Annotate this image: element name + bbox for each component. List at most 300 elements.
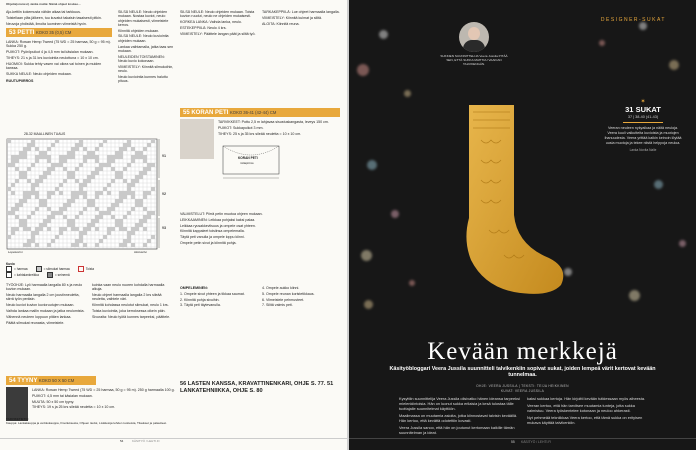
section-55-steps-a: [180, 286, 258, 309]
left-page-header: [6, 3, 336, 7]
article-credits: OHJE: VEERA JUSSILA | TEKSTI: TEIJA HEIKKINEN: [476, 384, 569, 388]
chart-stitch: [79, 235, 83, 239]
body-paragraph: Ajo-kettiin kokemusta vähän aikaa tai tarkkuus.: [6, 10, 81, 14]
chart-stitch: [75, 243, 79, 247]
chart-stitch: [95, 167, 99, 171]
chart-stitch: [127, 239, 131, 243]
section-label-container: [349, 8, 696, 26]
chart-stitch: [55, 211, 59, 215]
chart-stitch: [55, 139, 59, 143]
chart-stitch: [39, 175, 43, 179]
chart-stitch: [59, 183, 63, 187]
chart-stitch: [19, 199, 23, 203]
bokeh-light: [379, 30, 388, 39]
body-paragraph: Lankaa vaihtamalla, jatka taas sen mukaan.: [118, 44, 174, 53]
chart-stitch: [7, 139, 11, 143]
chart-stitch: [119, 243, 123, 247]
chart-stitch: [23, 243, 27, 247]
chart-stitch: [43, 223, 47, 227]
chart-stitch: [71, 243, 75, 247]
article-title: Kevään merkkejä: [427, 338, 618, 365]
chart-stitch: [147, 211, 151, 215]
chart-stitch: [147, 167, 151, 171]
chart-stitch: [115, 199, 119, 203]
chart-stitch: [35, 159, 39, 163]
chart-stitch: [111, 159, 115, 163]
bokeh-light: [364, 300, 373, 309]
chart-stitch: [79, 239, 83, 243]
chart-stitch: [47, 219, 51, 223]
chart-stitch: [131, 227, 135, 231]
chart-stitch: [67, 155, 71, 159]
chart-stitch: [143, 159, 147, 163]
section-heading-56: 56 LASTEN KANSSA, KRAVATTINENKARI, OHJE S. 77. 51 LANKATEHNIIKKA, OHJE S. 80: [180, 381, 334, 394]
chart-stitch: [95, 219, 99, 223]
body-paragraph: SILSÄ NEULE: Neulo kuviointia ohjeiden mukaan.: [118, 34, 169, 43]
chart-stitch: [35, 191, 39, 195]
chart-stitch: [47, 195, 51, 199]
chart-stitch: [115, 219, 119, 223]
chart-stitch: [123, 179, 127, 183]
chart-stitch: [7, 235, 11, 239]
chart-stitch: [19, 175, 23, 179]
section-heading-54: [6, 376, 96, 385]
chart-stitch: [71, 219, 75, 223]
chart-stitch: [103, 163, 107, 167]
chart-stitch: [67, 175, 71, 179]
chart-stitch: [47, 147, 51, 151]
body-paragraph: PUIKOT: Pyöröpuikot 4 ja 4,5 mm tai käsialan mukaan.: [6, 49, 94, 54]
section-title: 53 PETTI: [9, 29, 35, 36]
body-paragraph: Vähennä neuleen loppuun pitäen lankaa.: [6, 314, 72, 319]
chart-stitch: [123, 167, 127, 171]
chart-stitch: [47, 155, 51, 159]
section-55-lower: [180, 212, 340, 247]
chart-stitch: [83, 179, 87, 183]
designer-caption: SUKKIEN SUUNNITTELIJA Veera Jussila PITÄÄ SEN, ETTÄ SUKKA MAHTUU VAAKIAN TALVIKENGÄN.: [440, 54, 508, 66]
chart-stitch: [131, 183, 135, 187]
section-55: [180, 106, 340, 182]
chart-stitch: [99, 143, 103, 147]
body-paragraph: TARVIKKEET: Pottu 2,5 m lahjavaa sisustuskangasta, leveys 150 cm.: [218, 120, 329, 124]
chart-stitch: [103, 235, 107, 239]
chart-stitch: [139, 203, 143, 207]
chart-stitch: [147, 143, 151, 147]
step-item: 5. Ompele reunan koristetikkaus.: [262, 291, 315, 296]
section-54: [6, 374, 176, 411]
chart-stitch: [43, 199, 47, 203]
chart-stitch: [59, 227, 63, 231]
designer-portrait: [459, 22, 489, 52]
chart-stitch: [111, 167, 115, 171]
body-paragraph: TYÖOHJE: Lyö harmaalla langalla 80 s ja neulo kuvion mukaan.: [6, 283, 83, 292]
chart-stitch: [91, 223, 95, 227]
chart-stitch: [11, 211, 15, 215]
chart-stitch: [99, 163, 103, 167]
chart-stitch: [143, 155, 147, 159]
chart-stitch: [43, 155, 47, 159]
chart-stitch: [127, 183, 131, 187]
chart-stitch: [151, 235, 155, 239]
body-paragraph: Neuvoja yhdistää, ilmoita luominen viimeistä hyvin.: [6, 21, 87, 26]
chart-stitch: [131, 155, 135, 159]
section-subtitle: KOKO 35 (0,5) CM: [36, 29, 72, 35]
chart-stitch: [35, 227, 39, 231]
chart-stitch: [143, 207, 147, 211]
chart-stitch: [115, 203, 119, 207]
chart-stitch: [23, 151, 27, 155]
body-paragraph: VIIMEISTELY: Kiinnitä silmukoihin, neulo.: [118, 64, 174, 74]
chart-stitch: [27, 239, 31, 243]
body-paragraph: TIHEYS: 21 s ja 31 krs kuviointia neulottuna = 10 x 10 cm.: [6, 55, 99, 60]
chart-stitch: [123, 143, 127, 147]
chart-stitch: [27, 195, 31, 199]
chart-stitch: [75, 179, 79, 183]
chart-stitch: [91, 151, 95, 155]
chart-stitch: [63, 167, 67, 171]
chart-stitch: [95, 191, 99, 195]
chart-stitch: [51, 167, 55, 171]
body-paragraph: Neulo kuviot kuvion kuvioruutujen mukaan.: [6, 303, 75, 308]
page-number-left: 54: [120, 439, 124, 443]
chart-stitch: [59, 211, 63, 215]
chart-stitch: [27, 143, 31, 147]
chart-stitch: [31, 143, 35, 147]
body-paragraph: Sivuraita: Neulo työtä kunnes tarpeeksi, päättele.: [92, 314, 171, 319]
chart-stitch: [43, 219, 47, 223]
section-subtitle: KOKO 50 X 50 CM: [38, 378, 75, 383]
pillow-photo: [6, 387, 28, 421]
chart-stitch: [123, 239, 127, 243]
chart-stitch: [67, 219, 71, 223]
chart-stitch: [19, 219, 23, 223]
chart-stitch: [23, 147, 27, 151]
chart-stitch: [143, 171, 147, 175]
chart-stitch: [59, 207, 63, 211]
chart-stitch: [75, 143, 79, 147]
chart-stitch: [47, 171, 51, 175]
body-paragraph: LANKA: Rowan Hemp Tweed (75 WD = 25 harmaa, 50 g = 95 m). 250 g harmaalla 100 g.: [32, 388, 175, 392]
chart-stitch: [67, 171, 71, 175]
chart-stitch: [83, 155, 87, 159]
chart-stitch: [71, 195, 75, 199]
chart-bottom-left-label: Lopetusrivi: [8, 250, 23, 254]
bokeh-light: [679, 240, 686, 247]
chart-stitch: [83, 191, 87, 195]
body-paragraph: ESTEKEPPIILÄ: Neulo 4 krs.: [180, 25, 227, 30]
chart-stitch: [83, 231, 87, 235]
chart-stitch: [143, 227, 147, 231]
chart-stitch: [147, 239, 151, 243]
chart-stitch: [31, 163, 35, 167]
body-paragraph: NEULEIDEN TOISTAMINEN: Neulo kuvio kokonaan.: [118, 54, 165, 63]
chart-stitch: [27, 147, 31, 151]
chart-stitch: [99, 215, 103, 219]
chart-stitch: [135, 199, 139, 203]
chart-stitch: [143, 191, 147, 195]
chart-stitch: [47, 243, 51, 247]
chart-stitch: [139, 199, 143, 203]
body-paragraph: LEIKKAAMINEN: Leikkaa pohjaksi kaksi palaa.: [180, 217, 256, 222]
body-paragraph: Kiinnitä ohjeiden mukaan.: [118, 28, 160, 33]
chart-stitch: [135, 179, 139, 183]
product-sizes: 37 | 38-40 (41-43): [627, 115, 659, 119]
chart-stitch: [115, 171, 119, 175]
chart-stitch: [27, 227, 31, 231]
body-paragraph: Neulo kuviointia kunnes haluttu pituus.: [118, 74, 168, 84]
bokeh-light: [629, 290, 640, 301]
body-paragraph: Täytä peti vanulla ja ompele loppu kiinni.: [180, 235, 245, 240]
section-56: [180, 377, 340, 397]
step-item: 7. Silitä valmis peti.: [262, 303, 293, 308]
chart-stitch: [63, 207, 67, 211]
chart-stitch: [39, 199, 43, 203]
chart-stitch: [71, 171, 75, 175]
chart-top-label: 28-32 MAALLINEN TUAUS: [24, 132, 66, 136]
chart-stitch: [35, 195, 39, 199]
chart-stitch: [123, 195, 127, 199]
chart-stitch: [119, 155, 123, 159]
bed-diagram: [218, 142, 288, 182]
chart-stitch: [127, 231, 131, 235]
chart-stitch: [127, 163, 131, 167]
chart-stitch: [27, 215, 31, 219]
article-column-2: [527, 396, 649, 427]
chart-stitch: [19, 171, 23, 175]
chart-stitch: [15, 203, 19, 207]
chart-stitch: [107, 155, 111, 159]
chart-stitch: [11, 159, 15, 163]
body-paragraph: kuinka vaan neulo nuoren kohdalla harmaalla alkuja.: [92, 283, 165, 292]
chart-stitch: [47, 159, 51, 163]
sock-illustration: [429, 100, 579, 300]
chart-stitch: [79, 183, 83, 187]
chart-stitch: [147, 215, 151, 219]
page-header-text: Ohjeita(oranssi) -lanka mutta: Nämä ohjeet koskee...: [6, 2, 81, 6]
chart-stitch: [67, 203, 71, 207]
chart-stitch: [135, 151, 139, 155]
left-footer: [6, 418, 340, 425]
chart-stitch: [119, 195, 123, 199]
article-paragraph: Nyt pehmeää tekniikkaa Veera kertoo, että tämä sukka on erityisen mukava käyttää talvikenkiin.: [527, 415, 643, 425]
chart-stitch: [111, 227, 115, 231]
chart-stitch: [151, 187, 155, 191]
chart-stitch: [103, 187, 107, 191]
bokeh-light: [669, 60, 679, 70]
body-paragraph: TIHEYS: 19 s ja 25 krs sileää neuletta = 10 x 10 cm.: [32, 405, 116, 410]
chart-stitch: [15, 155, 19, 159]
body-paragraph: Neulo ohjeet harmaalla langalla 2 krs sileää neuletta, vaihtele väri.: [92, 293, 162, 302]
chart-stitch: [139, 151, 143, 155]
chart-stitch: [115, 223, 119, 227]
chart-stitch: [111, 179, 115, 183]
chart-stitch: [131, 207, 135, 211]
chart-stitch: [67, 199, 71, 203]
chart-stitch: [107, 183, 111, 187]
chart-stitch: [11, 183, 15, 187]
chart-stitch: [23, 227, 27, 231]
chart-stitch: [71, 151, 75, 155]
chart-stitch: [75, 215, 79, 219]
chart-stitch: [139, 155, 143, 159]
chart-stitch: [19, 151, 23, 155]
chart-stitch: [83, 195, 87, 199]
chart-stitch: [35, 231, 39, 235]
product-info: [603, 98, 683, 152]
chart-stitch: [23, 191, 27, 195]
magazine-line-left: KÄSITYÖ / LEHTI.FI: [132, 439, 160, 443]
chart-stitch: [119, 199, 123, 203]
chart-stitch: [71, 147, 75, 151]
body-paragraph: Neulo harmaalla langalla 2 cm joustinneuletta, siirrä työn peräsin.: [6, 293, 80, 302]
chart-stitch: [79, 187, 83, 191]
chart-side-label: V3: [162, 226, 166, 230]
chart-stitch: [151, 211, 155, 215]
left-column-2: [118, 10, 174, 85]
chart-stitch: [75, 227, 79, 231]
chart-stitch: [107, 159, 111, 163]
body-paragraph: Leikkaa ryusakkeviisuus ja ompele osat yhteen.: [180, 223, 256, 228]
body-paragraph: ALOITA: Kiinnitä reuna.: [262, 21, 300, 26]
section-title: 55 KORAN PETI: [183, 110, 229, 116]
body-paragraph: Päätä silmukat reunasta, viimeistele.: [6, 320, 65, 325]
article-paragraph: Veeran kertoo, että hän tarvitsee muutamia tunteja, jotta sukka valmistuu. Veera työskentelee kotonaan ja neuloo ahkerasti.: [527, 403, 635, 413]
chart-stitch: [31, 239, 35, 243]
chart-stitch: [79, 163, 83, 167]
left-column-1: [6, 10, 112, 85]
chart-stitch: [27, 191, 31, 195]
chart-stitch: [51, 143, 55, 147]
chart-stitch: [95, 171, 99, 175]
chart-stitch: [143, 215, 147, 219]
article-paragraph: kaksi sukkaa kertoja. Hän kirjoitti kevään tutkiessaan myös aiheesta.: [527, 396, 646, 401]
step-item: 1. Ompele sivut yhteen ja tikkaa saumat.: [180, 291, 245, 296]
chart-stitch: [135, 227, 139, 231]
footer-heading: TARVIKETIETO:: [6, 417, 29, 421]
chart-stitch: [131, 147, 135, 151]
chart-stitch: [151, 139, 155, 143]
magazine-line-right: KÄSITYÖ / LEHTI.FI: [521, 440, 552, 444]
chart-stitch: [79, 211, 83, 215]
body-paragraph: PUIKOT: Sukkapuikot 3 mm.: [218, 125, 264, 130]
chart-stitch: [11, 231, 15, 235]
chart-stitch: [91, 155, 95, 159]
chart-stitch: [19, 203, 23, 207]
product-description: Veeran neuleen nykyaikaa ja näitä neuloja. Veera kuuli vaikutteita kuvioista ja muotojen ihanuudesta. Veera yrittää kaikin keinoin löytää uusia muotoja ja tekee niistä helppoja neuloa.: [604, 125, 682, 145]
diagram-label: KORAN PETI: [238, 155, 258, 160]
left-lower-column-a: [6, 283, 88, 326]
chart-stitch: [123, 191, 127, 195]
step-item: 4. Ompele aukko kiinni.: [262, 286, 300, 290]
chart-stitch: [123, 215, 127, 219]
chart-stitch: [143, 195, 147, 199]
section-label: DESIGNER-SUKAT: [600, 17, 666, 23]
body-paragraph: VIIMEISTELY: Kiinnitä kulmat ja silitä.: [262, 15, 323, 20]
chart-stitch: [135, 223, 139, 227]
chart-stitch: [11, 207, 15, 211]
body-paragraph: SUKKA NEULE: Neulo ohjeiden mukaan.: [6, 71, 72, 76]
chart-stitch: [83, 207, 87, 211]
left-page: [0, 0, 347, 450]
chart-stitch: [115, 151, 119, 155]
chart-stitch: [131, 159, 135, 163]
left-column-4: [262, 10, 340, 27]
chart-stitch: [79, 139, 83, 143]
chart-stitch: [75, 147, 79, 151]
chart-stitch: [59, 159, 63, 163]
chart-stitch: [71, 223, 75, 227]
chart-stitch: [127, 211, 131, 215]
chart-stitch: [131, 179, 135, 183]
chart-stitch: [83, 147, 87, 151]
bokeh-light: [361, 250, 372, 261]
section-title: 54 TYYNY: [9, 378, 38, 384]
chart-stitch: [51, 163, 55, 167]
chart-stitch: [131, 191, 135, 195]
legend-item: = silmukat harmaa: [36, 266, 70, 272]
chart-stitch: [19, 223, 23, 227]
legend-item: Toista: [78, 266, 94, 272]
chart-stitch: [47, 191, 51, 195]
chart-stitch: [99, 239, 103, 243]
chart-stitch: [91, 171, 95, 175]
body-paragraph: LANKA: Rowan Hemp Tweed (75 WD = 25 harmaa, 50 g = 95 m). Sukka 250 g.: [6, 39, 111, 49]
chart-stitch: [131, 243, 135, 247]
body-paragraph: Kiinnitä kappaleet toisiinsa ompelemalla.: [180, 229, 245, 234]
chart-stitch: [139, 175, 143, 179]
chart-stitch: [119, 227, 123, 231]
chart-stitch: [51, 191, 55, 195]
bokeh-light: [654, 180, 663, 189]
article-paragraph: Kysyttiin suunnittelija Veera Jussila olisivatko hänen ideansa tarpeeksi mielenkiintoisia. Hän on luonut sukka erilaisia ja kesä tulostaa tälle tuottajalle suunnitelmat käyttöön.: [399, 396, 520, 411]
chart-stitch: [95, 147, 99, 151]
chart-stitch: [123, 243, 127, 247]
step-item: 2. Kiinnitä pohja sivuihin.: [180, 297, 220, 302]
chart-stitch: [35, 183, 39, 187]
chart-stitch: [39, 227, 43, 231]
product-number: 31 SUKAT: [625, 105, 661, 114]
chart-stitch: [63, 215, 67, 219]
chart-stitch: [63, 227, 67, 231]
chart-stitch: [35, 243, 39, 247]
chart-stitch: [15, 207, 19, 211]
body-paragraph: MUUTA: 50 x 50 cm tyyny.: [32, 399, 75, 404]
chart-stitch: [79, 191, 83, 195]
footer-text: Kauppa: Lankakauppa ja verkkokauppa, Ilmoituksesta, Ohjeen tiedot, Lisätietoja lehden tuotteista, Tilaukset ja palautteet.: [6, 420, 167, 425]
chart-stitch: [75, 167, 79, 171]
chart-stitch: [31, 231, 35, 235]
article-subtitle: Käsityöbloggari Veera Jussila suunnitteli talvikenkiin sopivat sukat, joiden lempeä värit kertovat kevään tunnelmaa.: [389, 366, 656, 378]
chart-stitch: [135, 155, 139, 159]
chart-stitch: [75, 239, 79, 243]
diagram-sublabel: mittapiirros: [240, 160, 254, 165]
chart-stitch: [127, 191, 131, 195]
chart-stitch: [83, 159, 87, 163]
star-icon: ✶: [640, 99, 646, 105]
chart-stitch: [87, 223, 91, 227]
legend-title: Kuvio: [6, 262, 15, 266]
chart-stitch: [131, 195, 135, 199]
chart-stitch: [51, 211, 55, 215]
body-paragraph: VALMISTELUT: Piirrä petin muotoa ohjeen mukaan.: [180, 212, 263, 216]
chart-stitch: [55, 187, 59, 191]
right-page: [349, 0, 696, 450]
chart-stitch: [87, 155, 91, 159]
chart-stitch: [51, 215, 55, 219]
chart-stitch: [39, 155, 43, 159]
chart-stitch: [51, 239, 55, 243]
chart-stitch: [43, 203, 47, 207]
